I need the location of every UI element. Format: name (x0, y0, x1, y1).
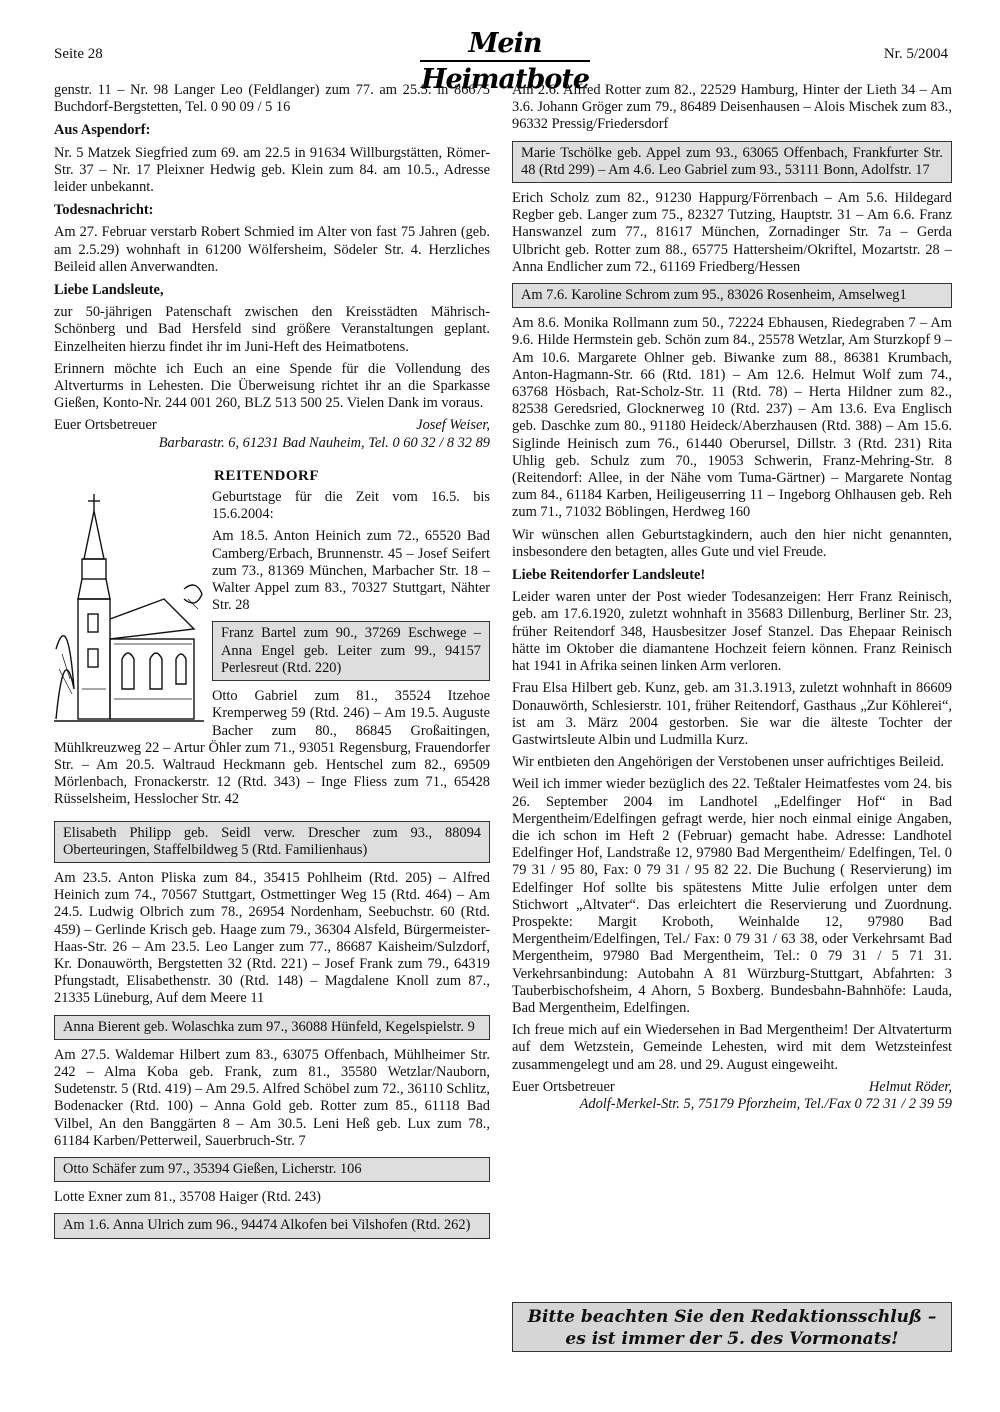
obituary-hilbert: Frau Elsa Hilbert geb. Kunz, geb. am 31.3.1913, zuletzt wohnhaft in 86609 Donauwörth, Schlesierstr. 101, früher Reitendorf, Gasthaus „Zur Köhlerei“, ist am 3. März 2004 gestorben. Sie war die älteste Tochter der Gastwirtsleute Albin und Ludmilla Kurz. (512, 680, 952, 748)
left-column (54, 82, 490, 1246)
intro-text: genstr. 11 – Nr. 98 Langer Leo (Feldlanger) zum 77. am 25.5. in 86675 Buchdorf-Bergstetten, Tel. 0 90 09 / 5 16 (54, 82, 490, 116)
obituary-reinisch: Leider waren unter der Post wieder Todesanzeigen: Herr Franz Reinisch, geb. am 17.6.1920, zuletzt wohnhaft in 35683 Dillenburg, Berliner Str. 23, früher Reitendorf 348, Hausbesitzer Josef Stanzel. Das Ehepaar Reinisch hätte im Oktober die diamantene Hochzeit feiern können. Franz Reinisch hat 1941 in Afrika seinen linken Arm verloren. (512, 589, 952, 675)
liebe-text: zur 50-jährigen Patenschaft zwischen den Kreisstädten Mährisch-Schönberg und Bad Hersfeld sind größere Veranstaltungen geplant. Einzelheiten hierzu findet ihr im Juni-Heft des Heimatbotens. (54, 304, 490, 355)
liebe-reitendorfer-heading: Liebe Reitendorfer Landsleute! (512, 567, 706, 584)
reitendorf-birthdays-3: Am 23.5. Anton Pliska zum 84., 35415 Pohlheim (Rtd. 205) – Alfred Heinich zum 74., 70567 Stuttgart, Ostmettinger Weg 15 (Rtd. 464) – Am 24.5. Ludwig Olbrich zum 78., 26954 Nordenham, Seebuchstr. 60 (Rtd. 459) – Gerlinde Krisch geb. Haage zum 79., 36304 Alsfeld, Bürgermeister-Haas-Str. 26 – Am 23.5. Leo Langer zum 77., 86687 Kaisheim/Sulzdorf, Kr. Donauwörth, Bergstetten 32 (Rtd. 221) – Josef Frank zum 79., 64319 Pfungstadt, Elisabethenstr. 30 (Rtd. 148) – Magdalene Knoll zum 87., 21335 Lüneburg, Auf dem Meere 11 (54, 869, 490, 1007)
deadline-notice (512, 1302, 952, 1352)
reitendorf-birthdays-1: Am 18.5. Anton Heinich zum 72., 65520 Bad Camberg/Erbach, Brunnenstr. 45 – Josef Seifert zum 73., 81369 München, Marbacher Str. 18 – Walter Appel zum 83., 70327 Stuttgart, Nähter Str. 28 (212, 528, 490, 614)
reitendorf-birthdays-2: Otto Gabriel zum 81., 35524 Itzehoe Kremperweg 59 (Rtd. 246) – Am 19.5. Auguste Bacher zum 80., 86845 Großaitingen, Mühlkreuzweg 22 – Artur Öhler zum 71., 93051 Regensburg, Frauendorfer Str. – Am 20.5. Waltraud Heckmann geb. Hentschel zum 82., 69509 Mörlenbach, Fronackerstr. 12 (Rtd. 343) – Inge Fliess zum 71., 65428 Rüsselsheim, Hesslocher Str. 42 (54, 688, 490, 808)
aspendorf-heading: Aus Aspendorf: (54, 122, 151, 139)
page-number: Seite 28 (54, 46, 103, 62)
issue-number: Nr. 5/2004 (883, 46, 948, 62)
signature-address: Barbarastr. 6, 61231 Bad Nauheim, Tel. 0 60 32 / 8 32 89 (158, 434, 490, 451)
highlight-box-philipp: Elisabeth Philipp geb. Seidl verw. Drescher zum 93., 88094 Oberteuringen, Staffelbildweg 5 (Rtd. Familienhaus) (54, 821, 490, 863)
todes-heading: Todesnachricht: (54, 202, 154, 219)
highlight-box-schrom: Am 7.6. Karoline Schrom zum 95., 83026 Rosenheim, Amselweg1 (512, 283, 952, 308)
signature-address-right: Adolf-Merkel-Str. 5, 75179 Pforzheim, Tel./Fax 0 72 31 / 2 39 59 (579, 1095, 952, 1112)
wiedersehen-text: Ich freue mich auf ein Wiedersehen in Bad Mergentheim! Der Altvaterturm auf dem Wetzstein, Gemeinde Lehesten, wird mit dem Wetzsteinfest zusammengelegt und am 28. und 29. August eingeweiht. (512, 1022, 952, 1073)
reitendorf-birthdays-5: Lotte Exner zum 81., 35708 Haiger (Rtd. 243) (54, 1189, 321, 1206)
masthead-title: Mein Heimatbote (420, 28, 590, 95)
heimatfest-info: Weil ich immer wieder bezüglich des 22. Teßtaler Heimatfestes vom 24. bis 26. September 2004 im Landhotel „Edelfinger Hof“ in Bad Mergentheim/Edelfingen gefragt werde, hier noch einmal einige Angaben, die ich schon im Heft 2 (Februar) gemacht habe. Adresse: Landhotel Edelfinger Hof, Landstraße 12, 97980 Bad Mergentheim/ Edelfingen, Tel. 0 79 31 / 95 80, Fax: 0 79 31 / 95 82 22. Die Buchung ( Reservierung) im Edelfinger Hof sollte bis spätestens Mitte Julie erfolgen unter dem Stichwort „Altvater“. Das erleichtert die Reservierung und Zuordnung. Prospekte: Margit Kroboth, Weinhalde 12, 97980 Bad Mergentheim/Edelfingen, Tel./ Fax: 0 79 31 / 63 38, oder Verkehrsamt Bad Mergentheim, 97980 Bad Mergentheim, Tel.: 0 79 31 / 5 71 31. Verkehrsanbindung: Autobahn A 81 Würzburg-Stuttgart, Abfahrten: 3 Tauberbischofsheim, 4 Ahorn, 5 Boxberg. Bundesbahn-Bahnhöfe: Lauda, Bad Mergentheim, Edelfingen. (512, 776, 952, 1016)
signature-label-right: Euer Ortsbetreuer (512, 1078, 615, 1095)
highlight-box-schaefer: Otto Schäfer zum 97., 35394 Gießen, Licherstr. 106 (54, 1157, 490, 1182)
signature-name-right: Helmut Röder, (868, 1078, 952, 1095)
right-column (512, 82, 952, 1118)
todes-text: Am 27. Februar verstarb Robert Schmied im Alter von fast 75 Jahren (geb. am 2.5.29) wohnhaft in 61200 Wölfersheim, Södeler Str. 4. Herzliches Beileid allen Anverwandten. (54, 224, 490, 275)
signature-right (512, 1079, 952, 1096)
right-birthdays-1: Am 2.6. Alfred Rotter zum 82., 22529 Hamburg, Hinter der Lieth 34 – Am 3.6. Johann Gröger zum 79., 86489 Deisenhausen – Alois Mischek zum 83., 96332 Pressig/Friedersdorf (512, 82, 952, 133)
highlight-box-tschoelke: Marie Tschölke geb. Appel zum 93., 63065 Offenbach, Frankfurter Str. 48 (Rtd 299) – Am 4.6. Leo Gabriel zum 93., 53111 Bonn, Adolfstr. 17 (512, 141, 952, 183)
aspendorf-text: Nr. 5 Matzek Siegfried zum 69. am 22.5 in 91634 Willburgstätten, Römer-Str. 37 – Nr. 17 Pleixner Hedwig geb. Klein zum 84. am 10.5., Adresse leider unbekannt. (54, 144, 490, 196)
masthead-rule (420, 60, 590, 62)
right-birthdays-2: Erich Scholz zum 82., 91230 Happurg/Förrenbach – Am 5.6. Hildegard Regber geb. Langer zum 75., 82327 Tutzing, Hauptstr. 31 – Am 6.6. Franz Hanswanzel zum 77., 81617 München, Zornadinger Str. 7a – Gerda Ulbricht geb. Rotter zum 88., 65775 Hattersheim/Okriftel, Mozartstr. 28 – Anna Endlicher zum 72., 61169 Friedberg/Hessen (512, 190, 952, 275)
signature-name: Josef Weiser, (416, 417, 490, 434)
deadline-notice-line-1: Bitte beachten Sie den Redaktionsschluß – (527, 1307, 937, 1327)
right-wishes: Wir wünschen allen Geburtstagkindern, auch den hier nicht genannten, insbesondere den betagten, alles Gute und viel Freude. (512, 526, 952, 560)
liebe-heading: Liebe Landsleute, (54, 282, 164, 299)
signature-label: Euer Ortsbetreuer (54, 417, 157, 434)
reitendorf-heading: REITENDORF (214, 467, 320, 484)
reitendorf-intro: Geburtstage für die Zeit vom 16.5. bis 15.6.2004: (212, 489, 490, 523)
deadline-notice-line-2: es ist immer der 5. des Vormonats! (565, 1329, 899, 1349)
signature-left (54, 417, 490, 434)
highlight-box-bierent: Anna Bierent geb. Wolaschka zum 97., 36088 Hünfeld, Kegelspielstr. 9 (54, 1015, 490, 1040)
reitendorf-section (54, 489, 490, 813)
erinnern-text: Erinnern möchte ich Euch an eine Spende für die Vollendung des Altverturms in Lehesten. Die Überweisung richtet ihr an die Sparkasse Gießen, Konto-Nr. 244 001 260, BLZ 513 500 25. Vielen Dank im voraus. (54, 360, 490, 412)
church-illustration (54, 489, 204, 729)
right-birthdays-3: Am 8.6. Monika Rollmann zum 50., 72224 Ebhausen, Riedegraben 7 – Am 9.6. Hilde Hermstein geb. Schön zum 84., 25578 Wetzlar, Am Sturzkopf 9 – Am 10.6. Margarete Ohlner geb. Biwanke zum 88., 86381 Krumbach, Anton-Hagmann-Str. 66 (Rtd. 181) – Am 12.6. Helmut Wolf zum 74., 63768 Hösbach, Rat-Scholz-Str. 11 (Rtd. 78) – Herta Hildner zum 82., 82538 Geredsried, Glocknerweg 10 (Rtd. 237) – Am 13.6. Eva Englisch geb. Daschke zum 80., 91180 Heideck/Aberzhausen (Rtd. 388) – Am 15.6. Siglinde Heinisch zum 76., 61440 Oberursel, Dillstr. 3 (Rtd. 231) Rita Uhlig geb. Schulz zum 70., 19053 Schwerin, Franz-Mehring-Str. 8 (Reitendorf: Allee, in der Nähe vom Tuma-Gärtner) – Margarete Nontag zum 84., 61184 Karben, Heiligeuserring 11 – Ingeborg Ohlhausen geb. Reh zum 71., 71032 Böblingen, Herdweg 160 (512, 315, 952, 521)
highlight-box-bartel: Franz Bartel zum 90., 37269 Eschwege – Anna Engel geb. Leiter zum 99., 94157 Perlesreut (Rtd. 220) (212, 621, 490, 681)
highlight-box-ulrich: Am 1.6. Anna Ulrich zum 96., 94474 Alkofen bei Vilshofen (Rtd. 262) (54, 1213, 490, 1238)
reitendorf-birthdays-4: Am 27.5. Waldemar Hilbert zum 83., 63075 Offenbach, Mühlheimer Str. 242 – Alma Koba geb. Frank, zum 81., 35580 Wetzlar/Nauborn, Sudetenstr. 5 (Rtd. 419) – Am 29.5. Alfred Schöbel zum 72., 36110 Schlitz, Bodenacker (Rtd. 100) – Anna Gold geb. Rotter zum 85., 61118 Bad Vilbel, An den Banggärten 8 – Am 30.5. Leni Heß geb. Lux zum 78., 61184 Karben/Petterweil, Sauerbruch-Str. 7 (54, 1046, 490, 1149)
condolences: Wir entbieten den Angehörigen der Verstobenen unser aufrichtiges Beileid. (512, 754, 944, 771)
